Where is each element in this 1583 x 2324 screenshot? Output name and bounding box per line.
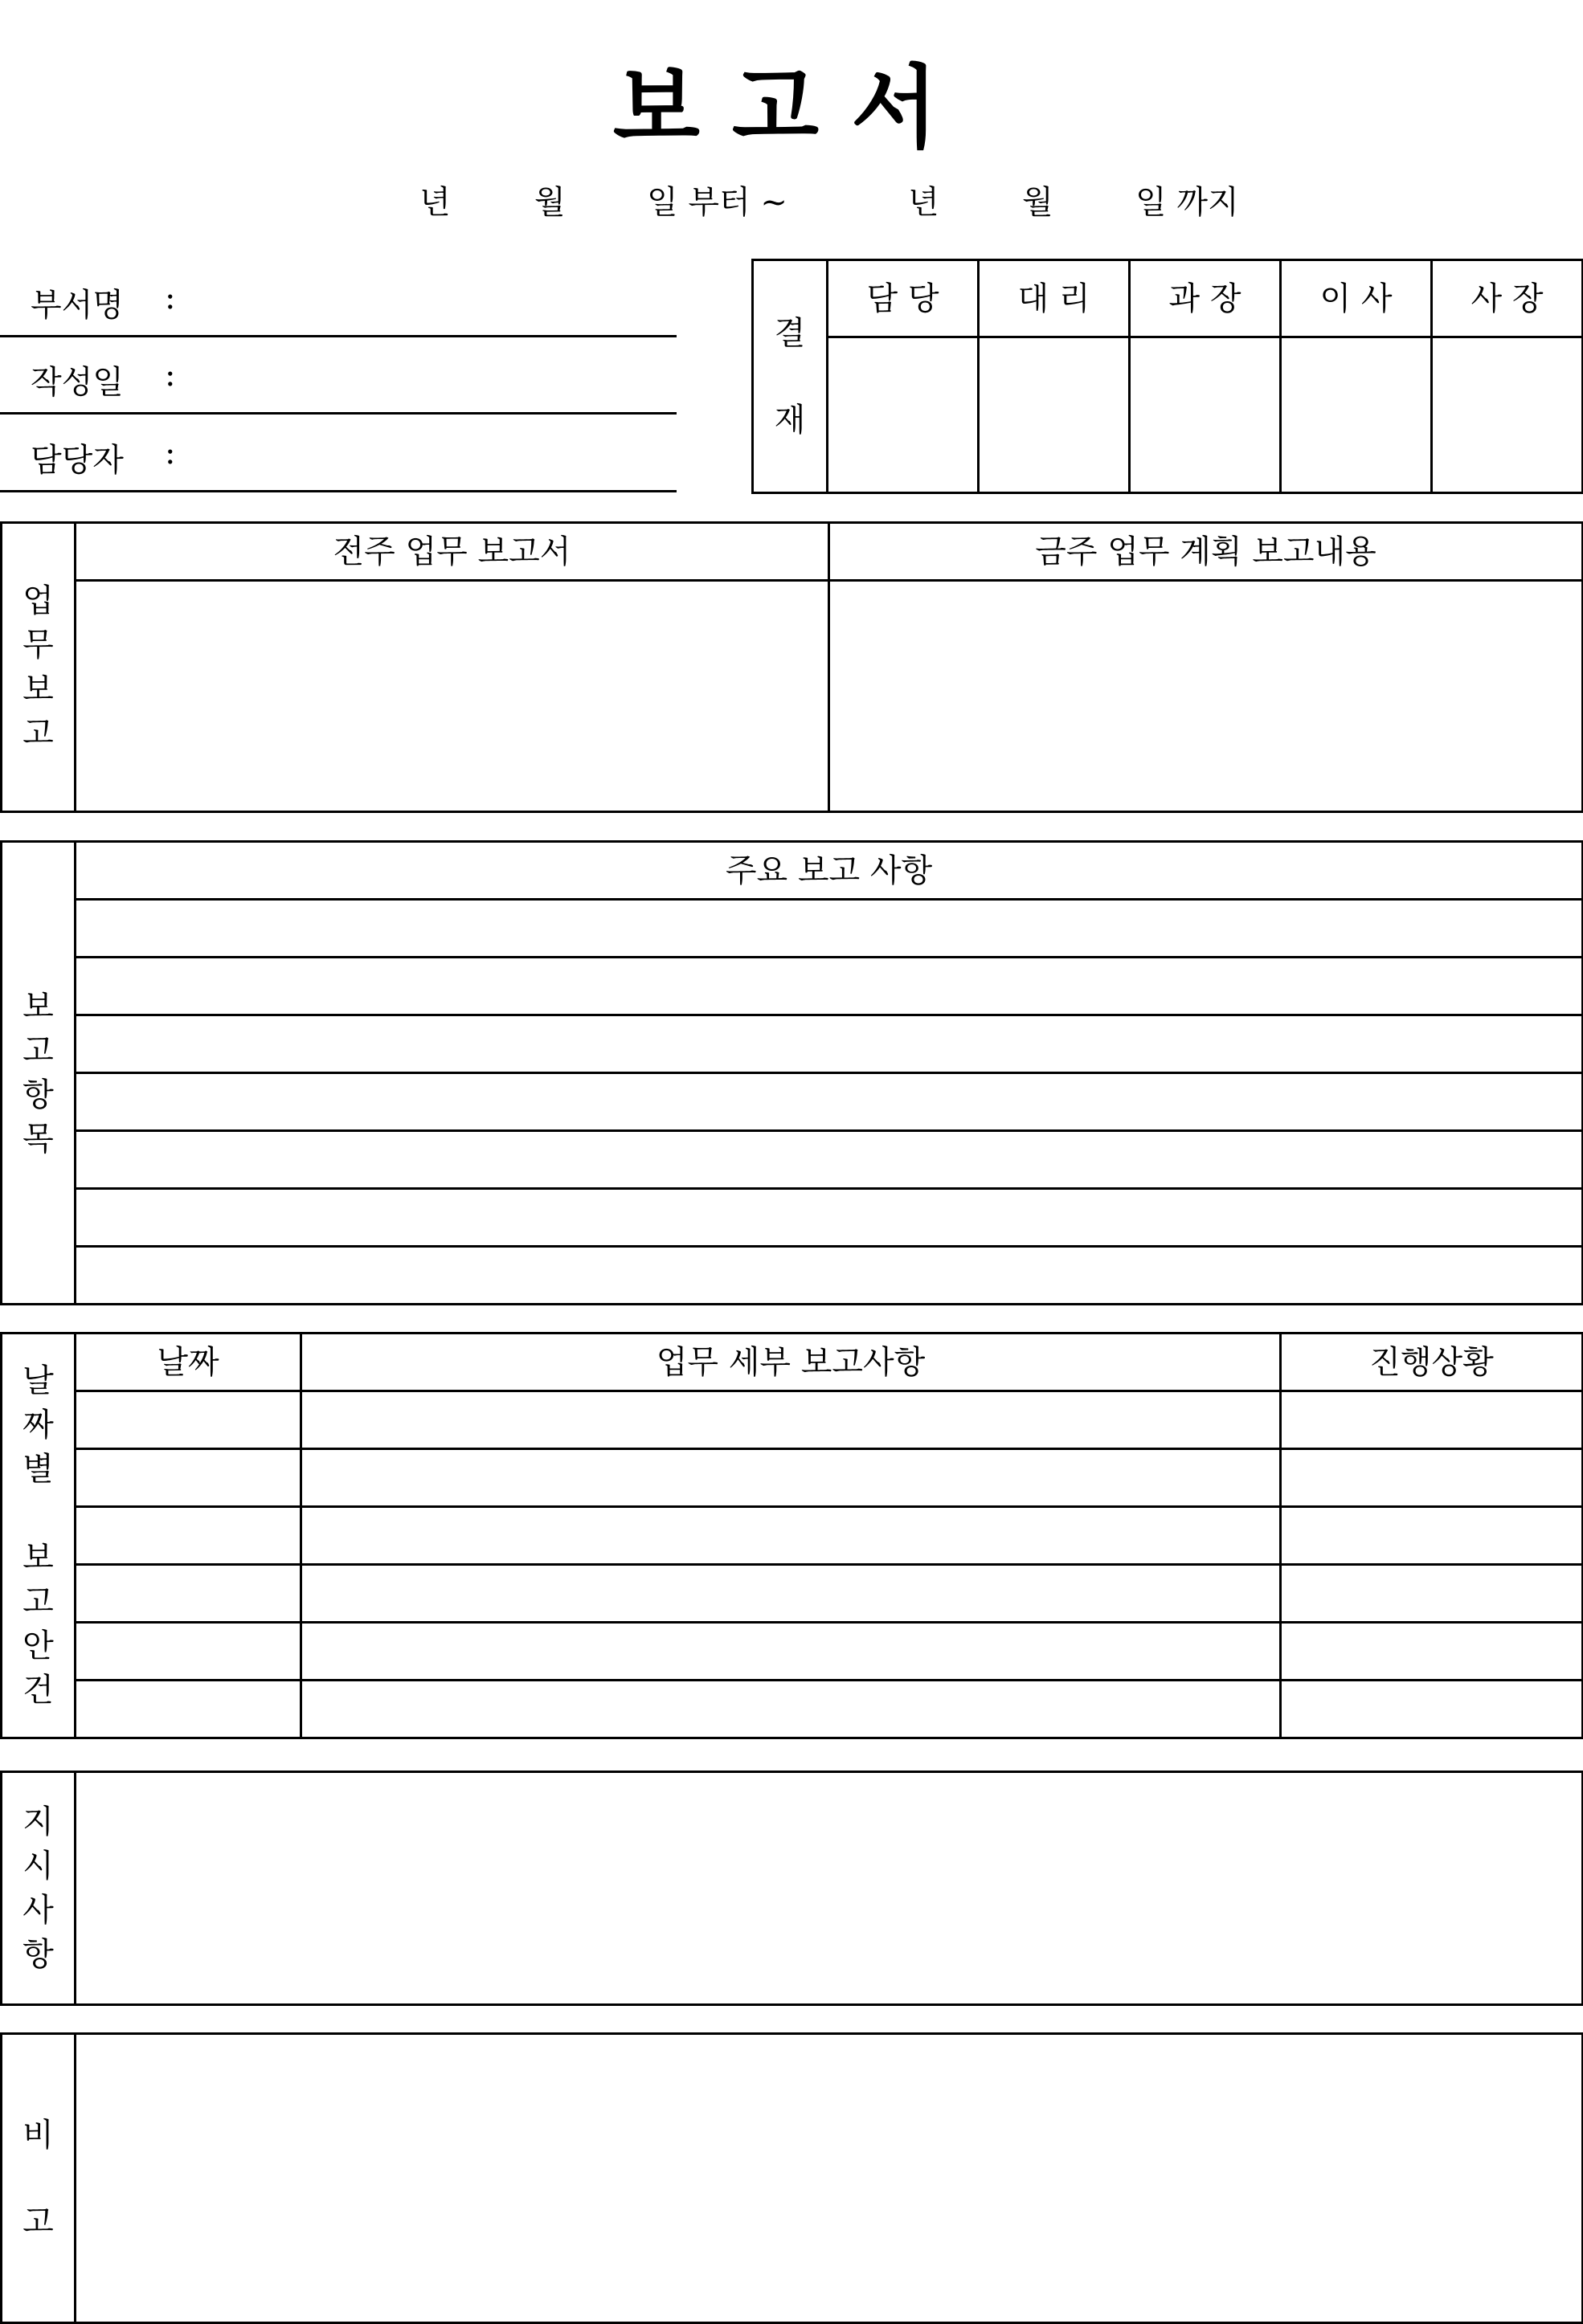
daily-date-cell[interactable] [76, 1449, 301, 1507]
daily-detail-cell[interactable] [301, 1391, 1281, 1449]
last-week-header: 전주 업무 보고서 [76, 523, 829, 581]
remarks-table [0, 2032, 1583, 2324]
daily-date-header: 날짜 [76, 1334, 301, 1391]
manager-line[interactable] [0, 490, 677, 492]
daily-report-table [0, 1332, 1583, 1739]
report-items-side-cell [2, 842, 76, 1305]
approval-sign-section-chief[interactable] [1130, 337, 1281, 493]
approval-table [751, 259, 1583, 494]
period-year-end: 년 [908, 184, 939, 221]
daily-detail-header: 업무 세부 보고사항 [301, 1334, 1281, 1391]
report-item-row[interactable] [76, 1015, 1583, 1073]
report-items-table [0, 840, 1583, 1305]
report-item-row[interactable] [76, 1131, 1583, 1189]
report-item-row[interactable] [76, 1189, 1583, 1247]
instructions-content[interactable] [76, 1772, 1583, 2005]
approval-sign-president[interactable] [1432, 337, 1583, 493]
daily-detail-cell[interactable] [301, 1565, 1281, 1623]
this-week-header: 금주 업무 계획 보고내용 [829, 523, 1583, 581]
daily-progress-header: 진행상황 [1281, 1334, 1583, 1391]
report-item-row[interactable] [76, 958, 1583, 1015]
period-month-start: 월 [534, 184, 566, 221]
daily-detail-cell[interactable] [301, 1681, 1281, 1738]
period-month-end: 월 [1022, 184, 1053, 221]
daily-detail-cell[interactable] [301, 1449, 1281, 1507]
daily-date-cell[interactable] [76, 1507, 301, 1565]
report-items-header: 주요 보고 사항 [76, 842, 1583, 900]
daily-progress-cell[interactable] [1281, 1681, 1583, 1738]
work-report-table [0, 521, 1583, 813]
instructions-side-label: 지시사항 [22, 1803, 54, 1973]
approval-role-section-chief: 과 장 [1130, 260, 1281, 337]
report-item-row[interactable] [76, 900, 1583, 958]
report-item-row[interactable] [76, 1073, 1583, 1131]
period-year-start: 년 [419, 184, 451, 221]
daily-date-cell[interactable] [76, 1681, 301, 1738]
daily-report-side-cell [2, 1334, 76, 1738]
work-report-side-label: 업무보고 [22, 582, 54, 752]
period-day-from: 일 부터 ~ [647, 184, 787, 221]
work-report-side-cell [2, 523, 76, 812]
approval-label: 결재 [774, 314, 806, 439]
manager-label: 담당자 [31, 442, 124, 479]
remarks-content[interactable] [76, 2034, 1583, 2323]
approval-role-staff: 담 당 [828, 260, 979, 337]
approval-sign-deputy[interactable] [979, 337, 1130, 493]
this-week-content[interactable] [829, 581, 1583, 812]
daily-date-cell[interactable] [76, 1623, 301, 1681]
daily-progress-cell[interactable] [1281, 1449, 1583, 1507]
daily-progress-cell[interactable] [1281, 1565, 1583, 1623]
date-label: 작성일 [31, 364, 124, 401]
instructions-table [0, 1771, 1583, 2006]
approval-sign-director[interactable] [1281, 337, 1432, 493]
approval-label-cell [753, 260, 828, 493]
date-colon: : [165, 357, 176, 394]
period-day-to: 일 까지 [1135, 184, 1239, 221]
daily-progress-cell[interactable] [1281, 1623, 1583, 1681]
approval-sign-staff[interactable] [828, 337, 979, 493]
department-line[interactable] [0, 335, 677, 337]
daily-detail-cell[interactable] [301, 1623, 1281, 1681]
approval-role-deputy: 대 리 [979, 260, 1130, 337]
document-title: 보고서 [612, 55, 971, 161]
daily-report-side-label: 날짜별 [22, 1362, 54, 1488]
manager-colon: : [165, 435, 176, 472]
daily-report-side-label-2: 보고안건 [22, 1538, 54, 1709]
department-colon: : [165, 280, 176, 317]
remarks-side-label: 비고 [22, 2116, 54, 2240]
daily-progress-cell[interactable] [1281, 1391, 1583, 1449]
report-items-side-label: 보고항목 [22, 987, 54, 1158]
approval-role-director: 이 사 [1281, 260, 1432, 337]
daily-progress-cell[interactable] [1281, 1507, 1583, 1565]
remarks-side-cell [2, 2034, 76, 2323]
daily-date-cell[interactable] [76, 1391, 301, 1449]
daily-detail-cell[interactable] [301, 1507, 1281, 1565]
instructions-side-cell [2, 1772, 76, 2005]
date-line[interactable] [0, 412, 677, 415]
daily-date-cell[interactable] [76, 1565, 301, 1623]
report-item-row[interactable] [76, 1247, 1583, 1305]
approval-role-president: 사 장 [1432, 260, 1583, 337]
last-week-content[interactable] [76, 581, 829, 812]
department-label: 부서명 [31, 287, 124, 324]
